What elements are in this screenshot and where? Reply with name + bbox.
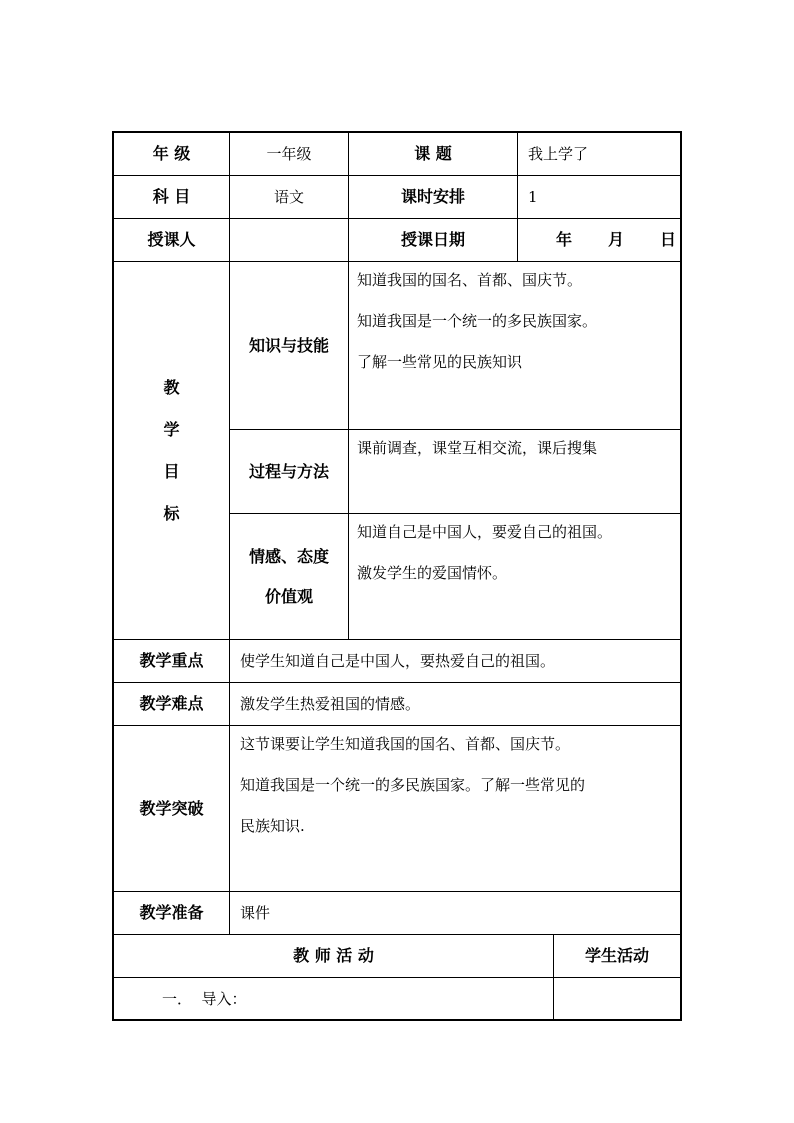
- objectives-char-2: 学: [163, 419, 180, 439]
- breakthrough-line-1: 这节课要让学生知道我国的国名、首都、国庆节。: [240, 735, 571, 753]
- breakthrough-label-cell: [114, 726, 230, 892]
- preparation-label: 教学准备: [139, 903, 204, 922]
- subject-value: 语文: [273, 188, 304, 206]
- grade-value: 一年级: [266, 145, 312, 163]
- schedule-label-cell: [349, 176, 518, 219]
- grade-label: 年 级: [152, 144, 191, 163]
- schedule-value-cell: [518, 176, 680, 219]
- teacher-label: 授课人: [147, 230, 196, 249]
- date-month: 月: [607, 230, 624, 249]
- difficulty-text: 激发学生热爱祖国的情感。: [240, 695, 421, 713]
- teacher-activity-header: 教 师 活 动: [293, 946, 374, 965]
- breakthrough-line-3: 民族知识.: [240, 817, 305, 835]
- student-activity-header: 学生活动: [584, 946, 649, 965]
- emotion-label-cell: [230, 514, 349, 640]
- emotion-content-cell: [349, 514, 680, 640]
- difficulty-label: 教学难点: [139, 694, 204, 713]
- teacher-label-cell: [114, 219, 230, 262]
- knowledge-line-2: 知道我国是一个统一的多民族国家。: [357, 312, 598, 330]
- topic-label-cell: [349, 133, 518, 176]
- subject-value-cell: [230, 176, 349, 219]
- preparation-content-cell: [230, 892, 680, 935]
- schedule-value: 1: [528, 188, 538, 206]
- objectives-label-cell: [114, 262, 230, 640]
- topic-value: 我上学了: [528, 145, 589, 163]
- key-point-label: 教学重点: [139, 651, 204, 670]
- teacher-activity-header-cell: [114, 935, 554, 978]
- difficulty-label-cell: [114, 683, 230, 726]
- knowledge-content-cell: [349, 262, 680, 430]
- breakthrough-label: 教学突破: [139, 798, 204, 818]
- objectives-char-3: 目: [163, 461, 180, 481]
- process-label-cell: [230, 430, 349, 514]
- grade-label-cell: [114, 133, 230, 176]
- knowledge-line-3: 了解一些常见的民族知识: [357, 353, 523, 371]
- key-point-text: 使学生知道自己是中国人，要热爱自己的祖国。: [240, 652, 556, 670]
- breakthrough-line-2: 知道我国是一个统一的多民族国家。了解一些常见的: [240, 776, 586, 794]
- process-line-1: 课前调查，课堂互相交流，课后搜集: [357, 439, 598, 457]
- knowledge-label: 知识与技能: [248, 335, 329, 355]
- emotion-line-2: 激发学生的爱国情怀。: [357, 564, 508, 582]
- date-label: 授课日期: [400, 230, 465, 249]
- knowledge-line-1: 知道我国的国名、首都、国庆节。: [357, 271, 583, 289]
- subject-label: 科 目: [152, 187, 191, 206]
- student-activity-content-cell: [554, 978, 680, 1019]
- lesson-plan-table: [112, 131, 682, 1021]
- date-label-cell: [349, 219, 518, 262]
- difficulty-content-cell: [230, 683, 680, 726]
- process-label: 过程与方法: [248, 461, 329, 481]
- teacher-value-cell: [230, 219, 349, 262]
- key-point-content-cell: [230, 640, 680, 683]
- first-step-text: 一． 导入：: [162, 989, 247, 1008]
- emotion-label-line-2: 价值观: [264, 586, 313, 606]
- objectives-char-1: 教: [163, 377, 180, 397]
- topic-label: 课 题: [414, 144, 452, 163]
- preparation-label-cell: [114, 892, 230, 935]
- preparation-text: 课件: [240, 904, 271, 922]
- grade-value-cell: [230, 133, 349, 176]
- schedule-label: 课时安排: [400, 187, 465, 206]
- date-year: 年: [555, 230, 572, 249]
- date-day: 日: [659, 230, 676, 249]
- objectives-char-4: 标: [163, 503, 180, 523]
- teacher-activity-content-cell: [114, 978, 554, 1019]
- key-point-label-cell: [114, 640, 230, 683]
- date-value-cell: [518, 219, 680, 262]
- breakthrough-content-cell: [230, 726, 680, 892]
- emotion-label-line-1: 情感、态度: [248, 546, 329, 566]
- subject-label-cell: [114, 176, 230, 219]
- knowledge-label-cell: [230, 262, 349, 430]
- student-activity-header-cell: [554, 935, 680, 978]
- topic-value-cell: [518, 133, 680, 176]
- emotion-line-1: 知道自己是中国人，要爱自己的祖国。: [357, 523, 613, 541]
- process-content-cell: [349, 430, 680, 514]
